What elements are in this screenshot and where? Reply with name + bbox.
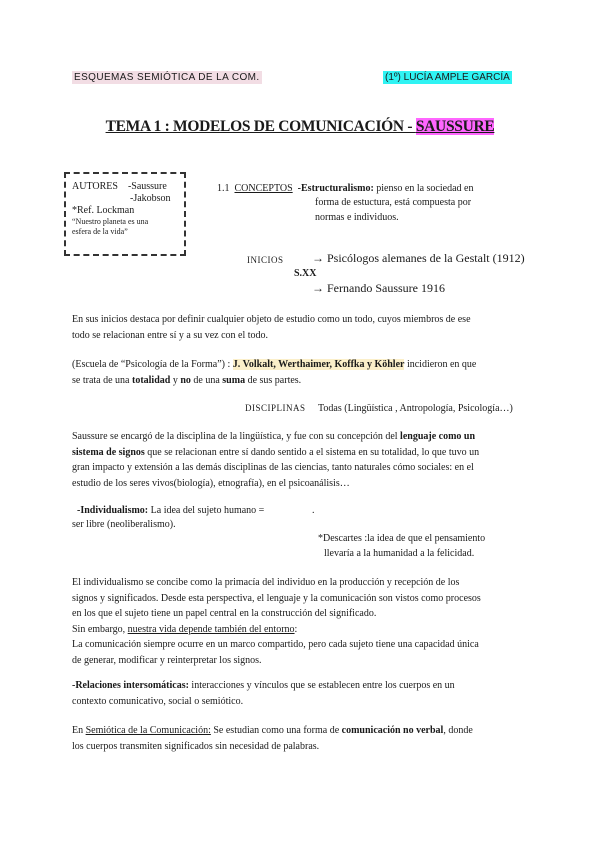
relaciones-text: interacciones y vínculos que se establecen entre los cuerpos en un (188, 680, 455, 691)
relaciones-line-2: contexto comunicativo, social o semiótico. (72, 695, 244, 707)
paragraph-2-f: de sus partes. (245, 374, 302, 386)
semiotica-line-2: los cuerpos transmiten significados sin necesidad de palabras. (72, 740, 320, 752)
concepts-number: 1.1 (217, 183, 230, 194)
individualismo-term: -Individualismo: (77, 505, 149, 516)
semiotica-a: En (72, 725, 86, 736)
lenguaje-term: lenguaje como un (400, 431, 476, 442)
header-right: (1º) LUCÍA AMPLE GARCÍA (385, 72, 510, 83)
concepts-label: CONCEPTOS (234, 183, 293, 194)
paragraph-2-d: y (170, 374, 181, 386)
concepts-text-3: normas e individuos. (315, 212, 399, 223)
concepts-text-1: pienso en la sociedad en (373, 183, 474, 194)
quote-line-1: “Nuestro planeta es una (72, 217, 149, 226)
inicios-sxx: S.XX (294, 268, 317, 279)
descartes-note-1: *Descartes :la idea de que el pensamiento (318, 533, 486, 544)
totalidad-term: totalidad (131, 374, 171, 386)
title-prefix: TEMA 1 : MODELOS DE COMUNICACIÓN - (105, 118, 416, 135)
paragraph-4-l4b: : (294, 623, 298, 635)
author-2: -Jakobson (130, 193, 171, 204)
paragraph-3 (72, 429, 479, 491)
paragraph-4-line-3: en los que el sujeto tiene un papel central en la construcción del significado. (72, 608, 377, 619)
paragraph-3-line-4: estudio de los seres vivos(biología), etnografía), en el psicoanálisis… (72, 477, 350, 489)
paragraph-4-line-6: de generar, modificar y reinterpretar los signos. (72, 654, 262, 666)
semiotica-line-1 (72, 723, 473, 739)
disciplinas-label: DISCIPLINAS (245, 403, 306, 413)
paragraph-3-a: Saussure se encargó de la disciplina de la lingüística, y fue con su concepción del (72, 431, 401, 442)
individualismo-text: La idea del sujeto humano = (148, 505, 265, 516)
paragraph-4-line-2: signos y significados. Desde esta perspectiva, el lenguaje y la comunicación son vistos como procesos (72, 592, 481, 604)
ref-line: *Ref. Lockman (72, 205, 135, 216)
authors-box (64, 172, 186, 256)
relaciones-line-1 (72, 678, 455, 694)
authors-line (72, 181, 184, 193)
inicios-arrow-1: → Psicólogos alemanes de la Gestalt (1912) (312, 251, 525, 265)
estructuralismo-term: -Estructuralismo: (297, 183, 374, 194)
paragraph-2 (72, 357, 476, 388)
relaciones-term: -Relaciones intersomáticas: (72, 680, 189, 691)
paragraph-4-line-1: El individualismo se concibe como la primacía del individuo en la producción y recepción de los (72, 577, 460, 588)
entorno-underlined: nuestra vida depende también del entorno (127, 623, 295, 635)
paragraph-2-a: (Escuela de “Psicología de la Forma”) : (72, 359, 233, 370)
title-highlight: SAUSSURE (415, 118, 495, 135)
disciplinas-line (245, 401, 513, 417)
suma-term: suma (222, 374, 246, 386)
semiotica-c: , donde (443, 725, 473, 736)
sistema-term: sistema de signos (72, 446, 145, 458)
paragraph-2-line-1 (72, 357, 476, 373)
descartes-note-2: llevaría a la humanidad a la felicidad. (324, 548, 475, 559)
gestalt-names: J. Volkalt, Werthaimer, Koffka y Köhler (232, 359, 405, 370)
semiotica-block (72, 723, 473, 754)
inicios-arrow-2: → Fernando Saussure 1916 (312, 281, 445, 295)
paragraph-1 (72, 312, 471, 343)
comunicacion-no-verbal-term: comunicación no verbal (341, 725, 444, 736)
paragraph-3-line-3: gran impacto y extensión a las demás disciplinas de las ciencias, tanto naturales cómo sociales: en el (72, 462, 474, 473)
paragraph-4-l4a: Sin embargo, (72, 623, 128, 635)
paragraph-2-b: incidieron en que (404, 359, 477, 370)
authors-label: AUTORES (72, 181, 118, 192)
paragraph-2-c: se trata de una (72, 374, 132, 386)
paragraph-1-line-1: En sus inicios destaca por definir cualquier objeto de estudio como un todo, cuyos miembros de ese (72, 314, 471, 325)
paragraph-4-line-4 (72, 622, 481, 638)
relaciones-block (72, 678, 455, 709)
paragraph-1-line-2: todo se relacionan entre sí y a su vez con el todo. (72, 329, 269, 341)
page-title (0, 118, 600, 136)
author-1: -Saussure (127, 181, 167, 192)
inicios-label: INICIOS (247, 255, 284, 265)
paragraph-4 (72, 575, 481, 668)
individualismo-dot: . (312, 505, 315, 516)
quote-line-2: esfera de la vida” (72, 227, 128, 236)
disciplinas-value: Todas (Lingüística , Antropología, Psicología…) (318, 403, 513, 414)
paragraph-2-e: de una (190, 374, 223, 386)
concepts-text-2: forma de estuctura, está compuesta por (315, 197, 472, 208)
paragraph-2-line-2 (72, 373, 476, 389)
no-term: no (180, 374, 191, 386)
paragraph-4-line-5: La comunicación siempre ocurre en un marco compartido, pero cada sujeto tiene una capacidad única (72, 639, 479, 650)
paragraph-3-line-2 (72, 445, 479, 461)
semiotica-underlined: Semiótica de la Comunicación: (85, 725, 211, 736)
individualismo-line-2: ser libre (neoliberalismo). (72, 519, 176, 530)
semiotica-b: Se estudian como una forma de (210, 725, 342, 736)
paragraph-3-line-1 (72, 429, 479, 445)
paragraph-3-c: que se relacionan entre sí dando sentido a el sistema en su totalidad, lo que tuvo un (144, 446, 480, 458)
header-left: ESQUEMAS SEMIÓTICA DE LA COM. (74, 72, 260, 83)
